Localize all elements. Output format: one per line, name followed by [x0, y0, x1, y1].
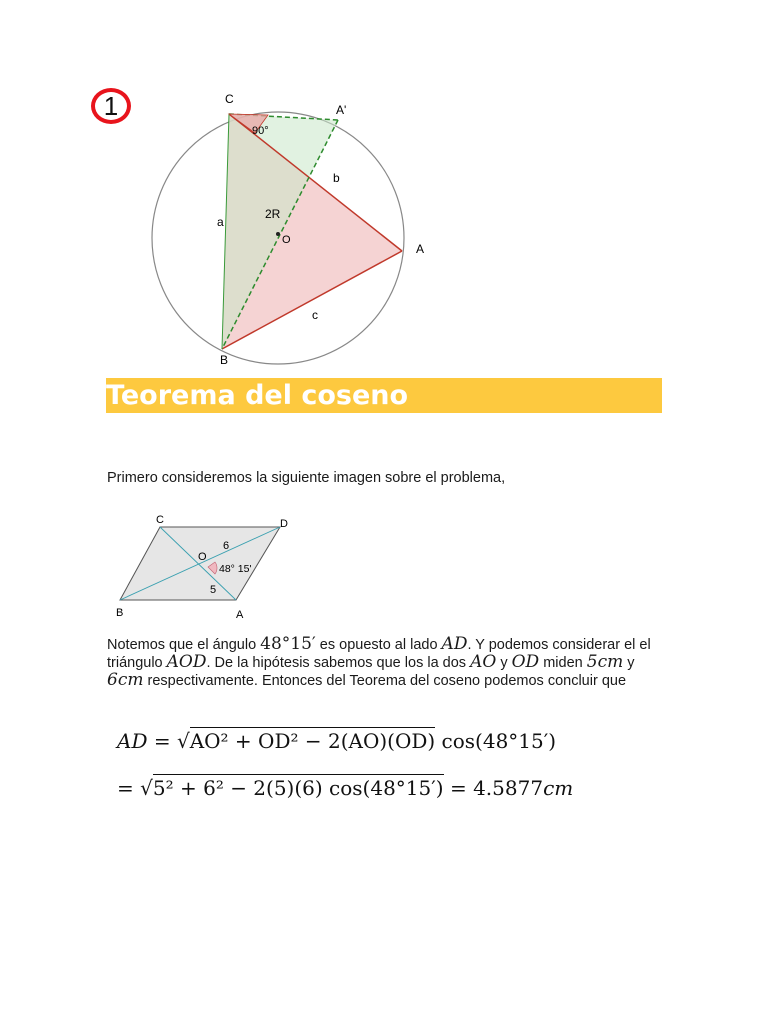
center-point: [276, 232, 280, 236]
circumcircle-figure: [140, 85, 440, 370]
eq2-result: = 4.5877: [443, 776, 544, 800]
label-vertex-b: B: [220, 353, 229, 367]
math-ao: AO: [470, 652, 497, 672]
para-text-3: . Y podemos considerar el el triángulo: [107, 637, 651, 671]
sqrt-symbol-2: √: [140, 776, 153, 800]
label-2r: 2R: [265, 207, 281, 221]
label-o2: O: [198, 551, 207, 563]
math-ad: AD: [441, 634, 468, 654]
equation-line-1: [117, 727, 556, 753]
math-5cm: 5cm: [586, 652, 624, 672]
intro-text: Primero consideremos la siguiente imagen sobre el problema,: [107, 470, 506, 486]
explanation-paragraph: [107, 636, 667, 690]
eq1-lhs: AD: [117, 729, 148, 753]
label-c: C: [225, 92, 234, 106]
para-text-1: Notemos que el ángulo: [107, 637, 261, 653]
label-five: 5: [210, 584, 217, 596]
para-text-2: es opuesto al lado: [315, 637, 442, 653]
eq1-equals: =: [147, 729, 177, 753]
para-text-4: . De la hipótesis sabemos que los la dos: [206, 655, 471, 671]
section-title-bar: [106, 378, 662, 413]
eq2-unit: cm: [543, 776, 574, 800]
eq1-radicand: AO² + OD² − 2(AO)(OD): [189, 729, 436, 753]
label-d2: D: [280, 518, 288, 530]
eq1-cos: cos(48°15′): [435, 729, 557, 753]
equation-line-2: [117, 774, 573, 800]
label-o: O: [282, 234, 291, 246]
label-b2: B: [116, 607, 124, 619]
para-text-8: respectivamente. Entonces del Teorema del coseno podemos concluir que: [143, 673, 627, 689]
label-a-prime: A': [336, 103, 347, 117]
eq2-radicand: 5² + 6² − 2(5)(6) cos(48°15′): [152, 776, 444, 800]
label-c2: C: [156, 514, 164, 526]
label-c-side: c: [312, 308, 318, 322]
parallelogram-figure: [112, 510, 302, 622]
label-90-deg: 90°: [252, 125, 269, 137]
label-b: b: [333, 171, 340, 185]
eq2-equals: =: [117, 776, 141, 800]
math-angle: 48°15′: [260, 634, 316, 654]
sqrt-symbol: √: [176, 729, 190, 753]
label-a2: A: [236, 609, 244, 621]
math-aod: AOD: [166, 652, 207, 672]
label-vertex-a: A: [416, 242, 425, 256]
number-badge: 1: [91, 88, 131, 124]
section-title: Teorema del coseno: [106, 380, 409, 411]
math-od: OD: [511, 652, 540, 672]
math-6cm: 6cm: [107, 670, 144, 690]
label-angle-48-15: 48° 15': [219, 563, 252, 575]
para-text-7: y: [623, 655, 635, 671]
para-text-6: miden: [539, 655, 587, 671]
label-a: a: [217, 215, 224, 229]
para-text-5: y: [496, 655, 512, 671]
label-six: 6: [223, 540, 230, 552]
